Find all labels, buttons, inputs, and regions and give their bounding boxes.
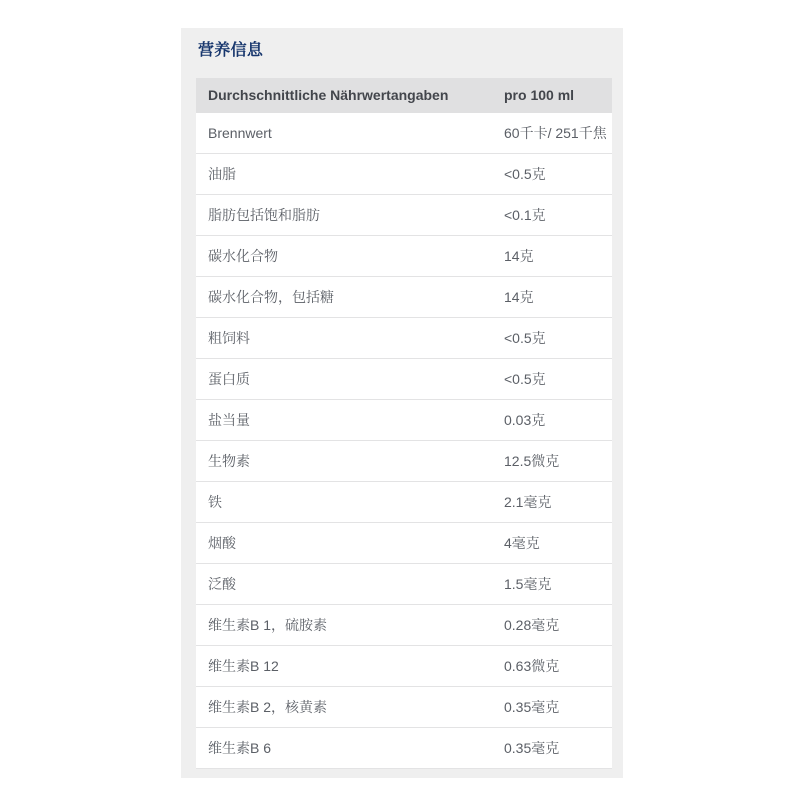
- nutrient-value: <0.5克: [492, 359, 612, 400]
- nutrient-value: 2.1毫克: [492, 482, 612, 523]
- nutrient-name: 脂肪包括饱和脂肪: [196, 195, 492, 236]
- table-row: [196, 359, 612, 400]
- nutrition-table: [196, 78, 612, 769]
- nutrient-name: 盐当量: [196, 400, 492, 441]
- table-row: [196, 605, 612, 646]
- table-row: [196, 318, 612, 359]
- nutrient-value: <0.5克: [492, 318, 612, 359]
- nutrient-value: 0.28毫克: [492, 605, 612, 646]
- nutrient-value: 1.5毫克: [492, 564, 612, 605]
- nutrient-name: 泛酸: [196, 564, 492, 605]
- nutrient-name: 碳水化合物: [196, 236, 492, 277]
- table-row: [196, 277, 612, 318]
- nutrient-name: 油脂: [196, 154, 492, 195]
- header-nutrient-column: Durchschnittliche Nährwertangaben: [196, 78, 492, 113]
- nutrient-name: 烟酸: [196, 523, 492, 564]
- nutrient-value: 0.03克: [492, 400, 612, 441]
- nutrient-name: Brennwert: [196, 113, 492, 154]
- table-row: [196, 195, 612, 236]
- table-body: [196, 113, 612, 769]
- nutrient-value: 0.35毫克: [492, 728, 612, 769]
- table-row: [196, 441, 612, 482]
- table-row: [196, 564, 612, 605]
- nutrient-name: 维生素B 12: [196, 646, 492, 687]
- nutrient-name: 蛋白质: [196, 359, 492, 400]
- nutrient-name: 生物素: [196, 441, 492, 482]
- table-head: [196, 78, 612, 113]
- table-row: [196, 523, 612, 564]
- nutrient-value: 0.63微克: [492, 646, 612, 687]
- section-title: 营养信息: [198, 42, 264, 59]
- nutrient-name: 碳水化合物，包括糖: [196, 277, 492, 318]
- nutrition-info-panel: [181, 28, 623, 778]
- nutrient-value: 14克: [492, 277, 612, 318]
- nutrient-value: 12.5微克: [492, 441, 612, 482]
- nutrient-value: 0.35毫克: [492, 687, 612, 728]
- nutrient-value: 60千卡/ 251千焦: [492, 113, 612, 154]
- nutrient-value: <0.1克: [492, 195, 612, 236]
- nutrient-name: 维生素B 6: [196, 728, 492, 769]
- nutrient-name: 铁: [196, 482, 492, 523]
- header-per-100ml-column: pro 100 ml: [492, 78, 612, 113]
- nutrient-value: 4毫克: [492, 523, 612, 564]
- nutrient-name: 维生素B 1，硫胺素: [196, 605, 492, 646]
- table-row: [196, 482, 612, 523]
- table-row: [196, 687, 612, 728]
- nutrient-value: 14克: [492, 236, 612, 277]
- table-row: [196, 236, 612, 277]
- table-row: [196, 646, 612, 687]
- table-row: [196, 400, 612, 441]
- table-row: [196, 154, 612, 195]
- table-row: [196, 728, 612, 769]
- nutrient-name: 粗饲料: [196, 318, 492, 359]
- table-row: [196, 113, 612, 154]
- nutrient-value: <0.5克: [492, 154, 612, 195]
- table-header-row: [196, 78, 612, 113]
- nutrient-name: 维生素B 2，核黄素: [196, 687, 492, 728]
